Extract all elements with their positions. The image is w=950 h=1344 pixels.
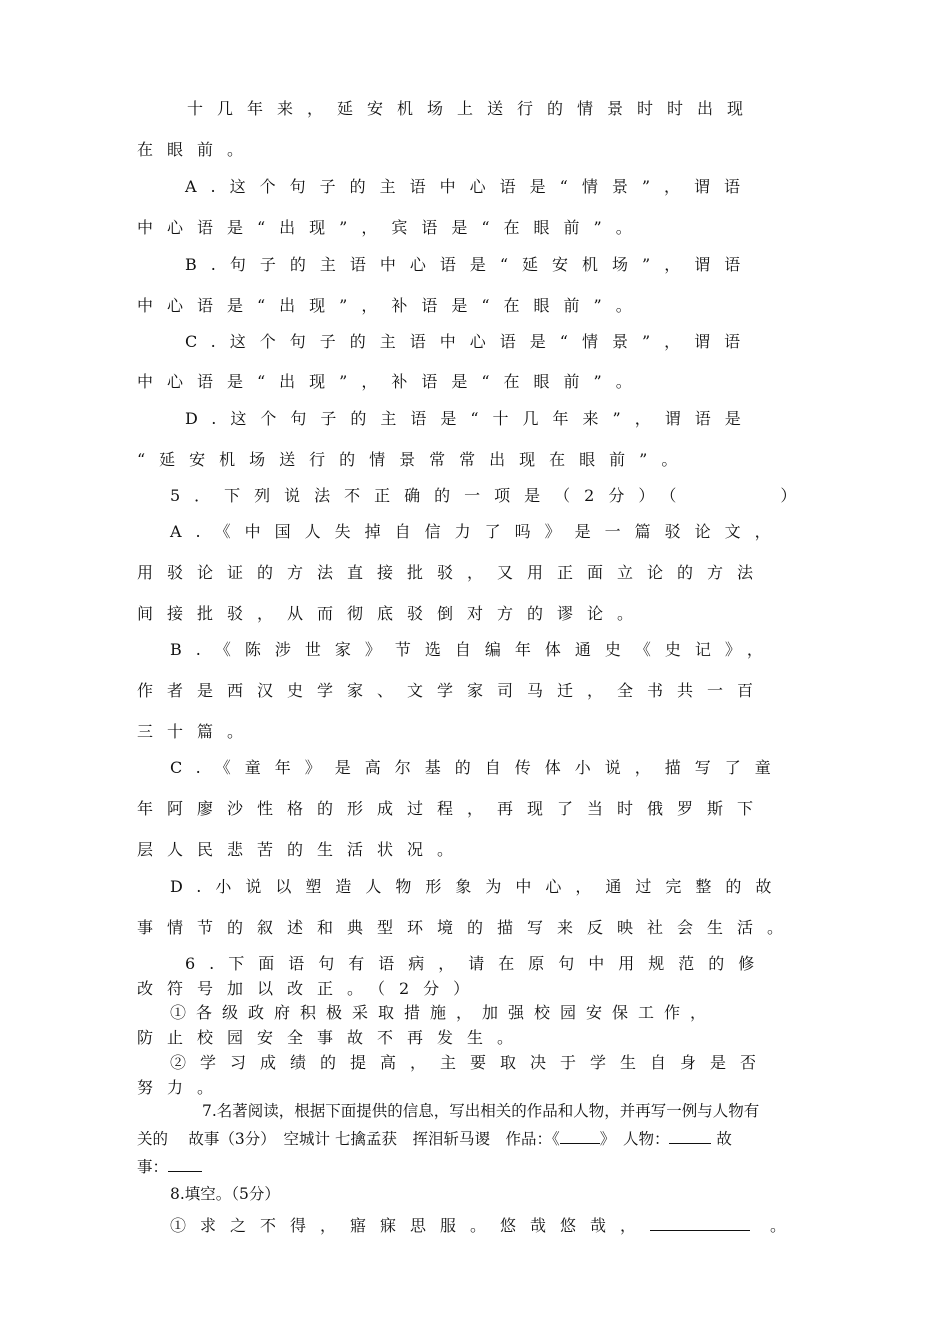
q4-option-c-line2: 中心语是“出现”，补语是“在眼前”。 bbox=[137, 372, 646, 391]
q8-sentence1-blank[interactable] bbox=[650, 1214, 750, 1231]
q4-stem-line2: 在眼前。 bbox=[137, 140, 258, 159]
q4-option-d-line1: D.这个句子的主语是“十几年来”，谓语是 bbox=[185, 409, 755, 428]
q5-option-b-line3: 三十篇。 bbox=[137, 722, 258, 741]
q6-stem-line1: 6.下面语句有语病，请在原句中用规范的修 bbox=[185, 954, 769, 973]
q7-line3 bbox=[0, 1155, 950, 1178]
q6-sentence1-line2: 防止校园安全事故不再发生。 bbox=[137, 1028, 528, 1047]
q5-option-c-line2: 年阿廖沙性格的形成过程，再现了当时俄罗斯下 bbox=[137, 799, 768, 818]
q4-option-a-line2: 中心语是“出现”，宾语是“在眼前”。 bbox=[137, 218, 646, 237]
q4-option-d-line2: “延安机场送行的情景常常出现在眼前”。 bbox=[137, 450, 692, 469]
q8-sentence1 bbox=[0, 1214, 950, 1237]
q6-stem-line2: 改符号加以改正。（2分） bbox=[137, 979, 484, 998]
q4-stem-line1: 十几年来，延安机场上送行的情景时时出现 bbox=[187, 99, 758, 118]
q5-option-c-line3: 层人民悲苦的生活状况。 bbox=[137, 840, 468, 859]
q5-option-a-line3: 间接批驳，从而彻底驳倒对方的谬论。 bbox=[137, 604, 648, 623]
q4-option-a-line1: A.这个句子的主语中心语是“情景”，谓语 bbox=[185, 177, 755, 196]
q4-option-b-line1: B.句子的主语中心语是“延安机场”，谓语 bbox=[185, 255, 755, 274]
q5-option-b-line1: B.《陈涉世家》节选自编年体通史《史记》， bbox=[170, 640, 777, 659]
q6-sentence2-line1: ②学习成绩的提高，主要取决于学生自身是否 bbox=[170, 1053, 771, 1072]
q8-sentence1-text: ①求之不得，寤寐思服。悠哉悠哉， bbox=[170, 1216, 651, 1235]
q7-line1: 7.名著阅读，根据下面提供的信息，写出相关的作品和人物，并再写一例与人物有 bbox=[202, 1102, 760, 1120]
q8-sentence1-end: 。 bbox=[770, 1216, 801, 1235]
q7-line2 bbox=[0, 1127, 950, 1150]
q4-option-b-line2: 中心语是“出现”，补语是“在眼前”。 bbox=[137, 296, 646, 315]
q7-line2-mid: 》 人物： bbox=[599, 1130, 670, 1148]
q7-person-blank[interactable] bbox=[669, 1127, 711, 1144]
q5-option-c-line1: C.《童年》是高尔基的自传体小说，描写了童 bbox=[170, 758, 785, 777]
q5-option-d-line1: D.小说以塑造人物形象为中心，通过完整的故 bbox=[170, 877, 786, 896]
q5-option-b-line2: 作者是西汉史学家、文学家司马迁，全书共一百 bbox=[137, 681, 768, 700]
q5-option-a-line1: A.《中国人失掉自信力了吗》是一篇驳论文， bbox=[170, 522, 785, 541]
q5-stem: 5．下列说法不正确的一项是（2分）（ ） bbox=[170, 486, 811, 505]
q5-option-d-line2: 事情节的叙述和典型环境的描写来反映社会生活。 bbox=[137, 918, 798, 937]
q7-line2-suffix: 故 bbox=[711, 1130, 732, 1148]
q5-option-a-line2: 用驳论证的方法直接批驳，又用正面立论的方法 bbox=[137, 563, 768, 582]
q7-story-blank[interactable] bbox=[168, 1155, 202, 1172]
q8-stem: 8.填空。（5分） bbox=[170, 1185, 280, 1203]
q6-sentence2-line2: 努力。 bbox=[137, 1078, 228, 1097]
q7-line2-prefix: 关的 故事（3分） 空城计 七擒孟获 挥泪斩马谡 作品：《 bbox=[137, 1130, 560, 1148]
q6-sentence1-line1: ①各级政府积极采取措施，加强校园安保工作， bbox=[170, 1003, 717, 1022]
q7-line3-label: 事： bbox=[137, 1158, 169, 1176]
q4-option-c-line1: C.这个句子的主语中心语是“情景”，谓语 bbox=[185, 332, 755, 351]
q7-work-blank[interactable] bbox=[560, 1127, 600, 1144]
